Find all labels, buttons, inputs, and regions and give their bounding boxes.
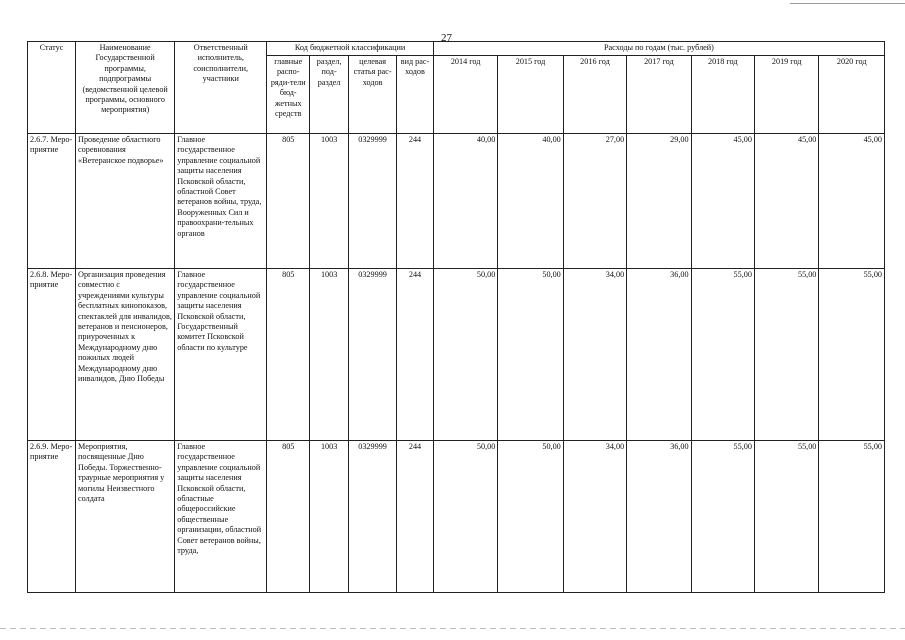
header-year-2018: 2018 год: [691, 56, 754, 134]
row-code-section: 1003: [310, 269, 349, 441]
header-code-target: целевая статья рас-ходов: [349, 56, 397, 134]
row-code-target: 0329999: [349, 269, 397, 441]
scan-artifact-bottom: [0, 628, 905, 629]
row-code-gr: 805: [267, 269, 310, 441]
row-responsible: Главное государственное управление социальной защиты населения Псковской области, областной Совет ветеранов войны, труда, Вооруженных Сил и правоохрани-тельных органов: [175, 134, 267, 269]
header-responsible: Ответственный исполнитель, соисполнители, участники: [175, 42, 267, 134]
row-responsible: Главное государственное управление социальной защиты населения Псковской области, областные общероссийские общественные организации, областной Совет ветеранов войны, труда,: [175, 441, 267, 593]
header-year-2015: 2015 год: [498, 56, 563, 134]
row-value-2017: 36,00: [627, 269, 691, 441]
header-year-2020: 2020 год: [819, 56, 885, 134]
row-value-2015: 40,00: [498, 134, 563, 269]
row-status: 2.6.7. Меро-приятие: [28, 134, 76, 269]
header-budget-code-group: Код бюджетной классификации: [267, 42, 434, 56]
header-code-section: раздел, под-раздел: [310, 56, 349, 134]
row-responsible: Главное государственное управление социальной защиты населения Псковской области, Государственный комитет Псковской области по культуре: [175, 269, 267, 441]
row-value-2020: 55,00: [819, 441, 885, 593]
header-code-gr: главные распо-ряди-тели бюд-жетных средств: [267, 56, 310, 134]
row-code-type: 244: [397, 269, 434, 441]
row-value-2016: 27,00: [563, 134, 626, 269]
row-code-type: 244: [397, 441, 434, 593]
row-code-section: 1003: [310, 134, 349, 269]
row-name: Проведение областного соревнования «Ветеранское подворье»: [76, 134, 175, 269]
row-value-2019: 55,00: [754, 269, 818, 441]
row-value-2018: 45,00: [691, 134, 754, 269]
row-name: Мероприятия, посвященные Дню Победы. Торжественно-траурные мероприятия у могилы Неизвестного солдата: [76, 441, 175, 593]
header-year-2016: 2016 год: [563, 56, 626, 134]
row-value-2014: 40,00: [433, 134, 497, 269]
header-year-2014: 2014 год: [433, 56, 497, 134]
row-value-2014: 50,00: [433, 441, 497, 593]
table-row: [28, 269, 885, 441]
row-status: 2.6.8. Меро-приятие: [28, 269, 76, 441]
row-status: 2.6.9. Меро-приятие: [28, 441, 76, 593]
header-code-type: вид рас-ходов: [397, 56, 434, 134]
row-value-2017: 36,00: [627, 441, 691, 593]
row-value-2018: 55,00: [691, 441, 754, 593]
page-number: 27: [441, 32, 452, 44]
row-value-2020: 45,00: [819, 134, 885, 269]
row-value-2020: 55,00: [819, 269, 885, 441]
table-row: [28, 441, 885, 593]
row-value-2015: 50,00: [498, 269, 563, 441]
header-year-2019: 2019 год: [754, 56, 818, 134]
row-name: Организация проведения совместно с учреждениями культуры бесплатных кинопоказов, спектаклей для инвалидов, ветеранов и пенсионеров, приуроченных к Международному дню пожилых людей Международному дню инвалидов, Дню Победы: [76, 269, 175, 441]
row-value-2017: 29,00: [627, 134, 691, 269]
row-value-2016: 34,00: [563, 441, 626, 593]
header-expenses-group: Расходы по годам (тыс. рублей): [433, 42, 884, 56]
row-code-gr: 805: [267, 134, 310, 269]
row-value-2019: 45,00: [754, 134, 818, 269]
row-code-gr: 805: [267, 441, 310, 593]
row-value-2018: 55,00: [691, 269, 754, 441]
row-code-section: 1003: [310, 441, 349, 593]
header-name: Наименование Государственной программы, подпрограммы (ведомственной целевой программы, основного мероприятия): [76, 42, 175, 134]
row-value-2014: 50,00: [433, 269, 497, 441]
row-code-target: 0329999: [349, 134, 397, 269]
row-code-target: 0329999: [349, 441, 397, 593]
header-year-2017: 2017 год: [627, 56, 691, 134]
row-value-2015: 50,00: [498, 441, 563, 593]
row-value-2019: 55,00: [754, 441, 818, 593]
table-row: [28, 134, 885, 269]
header-status: Статус: [28, 42, 76, 134]
row-value-2016: 34,00: [563, 269, 626, 441]
budget-table: [27, 41, 885, 593]
row-code-type: 244: [397, 134, 434, 269]
scan-artifact-top: [790, 3, 905, 4]
